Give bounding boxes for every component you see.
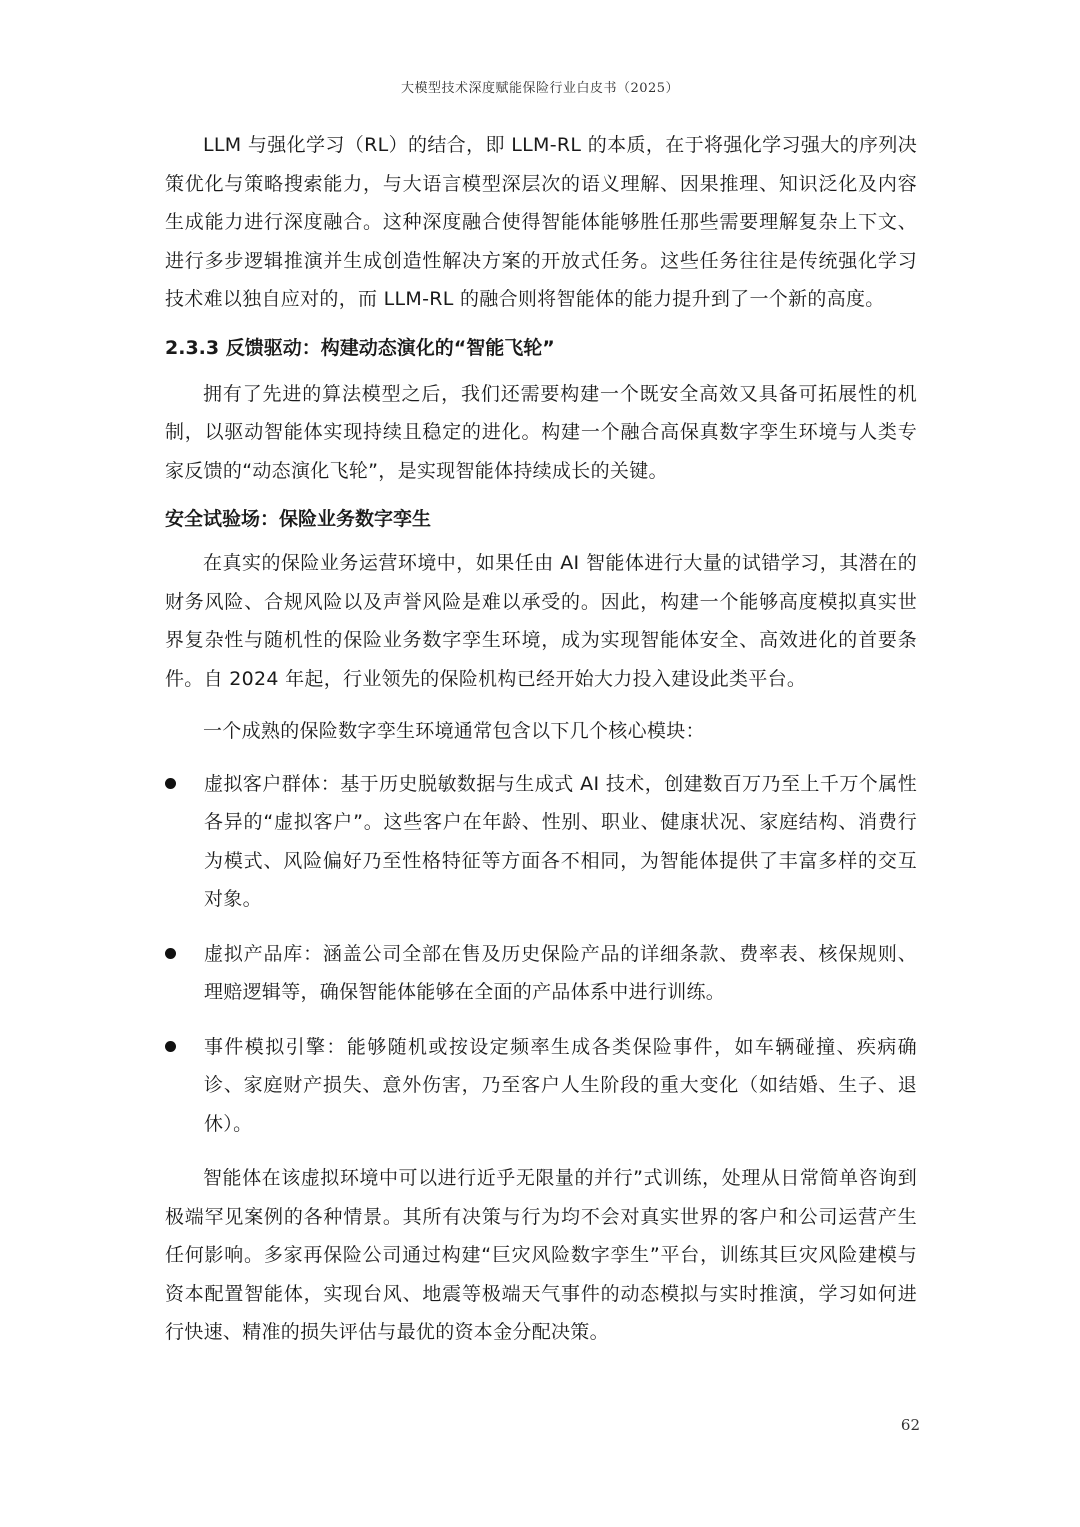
list-item-text: 虚拟客户群体：基于历史脱敏数据与生成式 AI 技术，创建数百万乃至上千万个属性各异的“虚拟客户”。这些客户在年龄、性别、职业、健康状况、家庭结构、消费行为模式、风险偏好乃至性格特征等方面各不相同，为智能体提供了丰富多样的交互对象。	[204, 772, 917, 910]
bullet-icon	[165, 778, 176, 789]
list-item	[165, 765, 917, 919]
bullet-icon	[165, 948, 176, 959]
paragraph-modules-lead: 一个成熟的保险数字孪生环境通常包含以下几个核心模块：	[203, 720, 705, 742]
page-number: 62	[900, 1416, 920, 1434]
paragraph-sandbox-intro: 在真实的保险业务运营环境中，如果任由 AI 智能体进行大量的试错学习，其潜在的财务风险、合规风险以及声誉风险是难以承受的。因此，构建一个能够高度模拟真实世界复杂性与随机性的保险业务数字孪生环境，成为实现智能体安全、高效进化的首要条件。自 2024 年起，行业领先的保险机构已经开始大力投入建设此类平台。	[165, 552, 917, 690]
page-body	[165, 126, 917, 1366]
section-heading: 2.3.3 反馈驱动：构建动态演化的“智能飞轮”	[165, 336, 555, 359]
core-modules-list	[165, 765, 917, 1144]
paragraph-training: 智能体在该虚拟环境中可以进行近乎无限量的并行”式训练，处理从日常简单咨询到极端罕见案例的各种情景。其所有决策与行为均不会对真实世界的客户和公司运营产生任何影响。多家再保险公司通过构建“巨灾风险数字孪生”平台，训练其巨灾风险建模与资本配置智能体，实现台风、地震等极端天气事件的动态模拟与实时推演，学习如何进行快速、精准的损失评估与最优的资本金分配决策。	[165, 1167, 917, 1343]
list-item	[165, 1028, 917, 1144]
paragraph-llm-rl: LLM 与强化学习（RL）的结合，即 LLM-RL 的本质，在于将强化学习强大的序列决策优化与策略搜索能力，与大语言模型深层次的语义理解、因果推理、知识泛化及内容生成能力进行深度融合。这种深度融合使得智能体能够胜任那些需要理解复杂上下文、进行多步逻辑推演并生成创造性解决方案的开放式任务。这些任务往往是传统强化学习技术难以独自应对的，而 LLM-RL 的融合则将智能体的能力提升到了一个新的高度。	[165, 134, 917, 310]
subsection-heading: 安全试验场：保险业务数字孪生	[165, 508, 432, 530]
list-item-text: 事件模拟引擎：能够随机或按设定频率生成各类保险事件，如车辆碰撞、疾病确诊、家庭财产损失、意外伤害，乃至客户人生阶段的重大变化（如结婚、生子、退休）。	[204, 1035, 917, 1135]
bullet-icon	[165, 1041, 176, 1052]
paragraph-flywheel-intro: 拥有了先进的算法模型之后，我们还需要构建一个既安全高效又具备可拓展性的机制，以驱动智能体实现持续且稳定的进化。构建一个融合高保真数字孪生环境与人类专家反馈的“动态演化飞轮”，是实现智能体持续成长的关键。	[165, 382, 917, 482]
list-item	[165, 935, 917, 1012]
running-header: 大模型技术深度赋能保险行业白皮书（2025）	[400, 81, 680, 96]
list-item-text: 虚拟产品库：涵盖公司全部在售及历史保险产品的详细条款、费率表、核保规则、理赔逻辑等，确保智能体能够在全面的产品体系中进行训练。	[204, 942, 917, 1003]
